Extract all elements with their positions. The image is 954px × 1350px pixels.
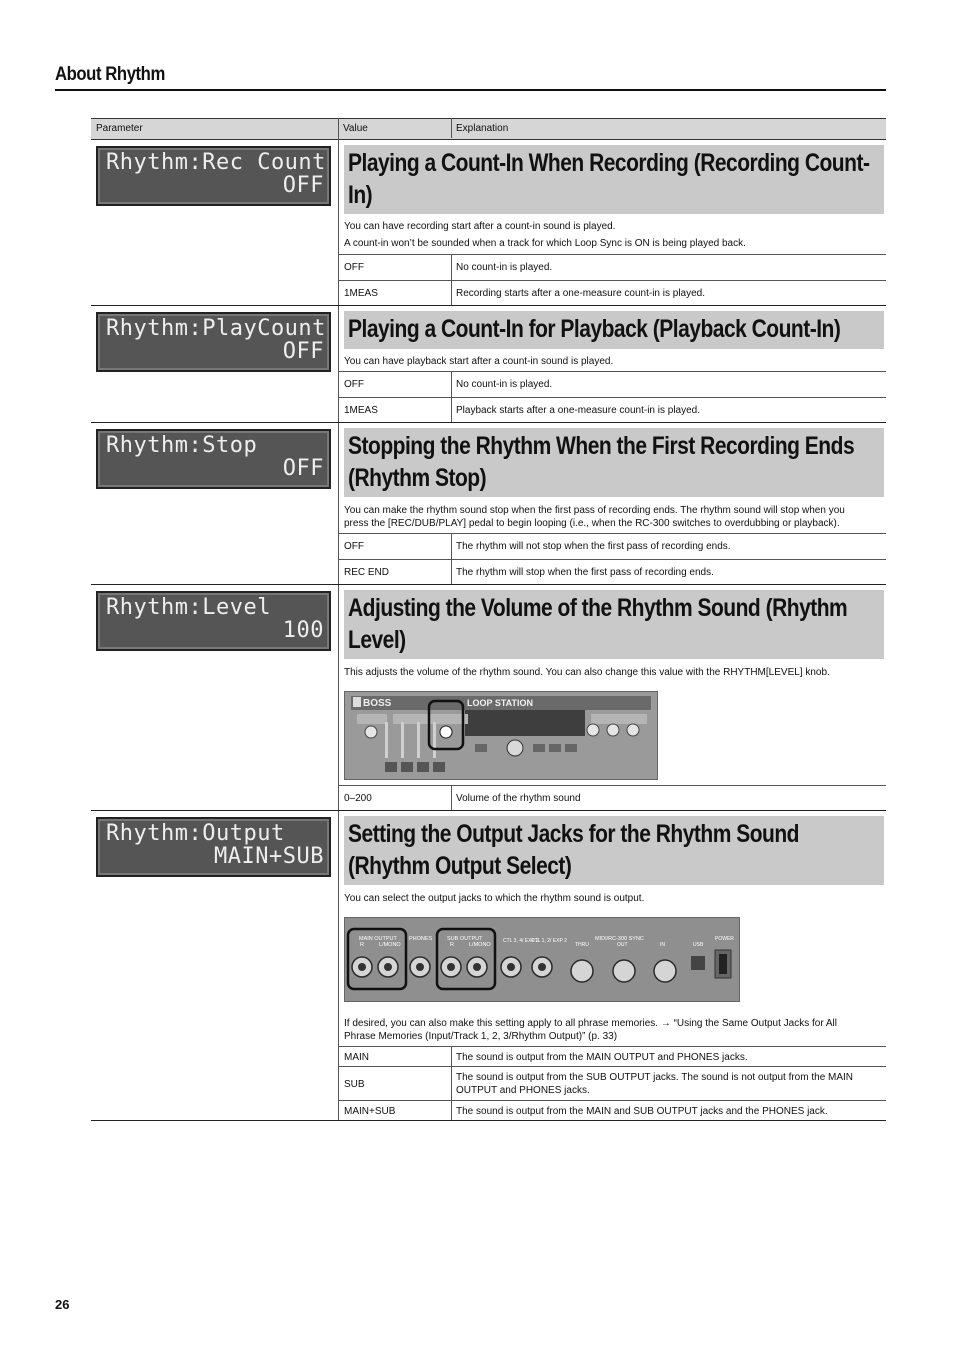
explanation-cell: The sound is output from the MAIN and SUB OUTPUT jacks and the PHONES jack. [456,1106,828,1117]
heading-line-2: (Rhythm Stop) [348,464,487,492]
value-cell: MAIN [344,1052,369,1063]
r-label: R [360,942,364,948]
row-rule [338,1046,886,1047]
in-label: IN [660,942,665,948]
explanation-cell: OUTPUT and PHONES jacks. [456,1085,590,1096]
lcd-display [96,312,331,372]
lcd-display [96,591,331,651]
lcd-display [96,817,331,877]
lcd-line-1: Rhythm:Level [106,595,271,620]
description: You can make the rhythm sound stop when the first pass of recording ends. The rhythm sound will stop when you [344,505,845,516]
row-heading [344,816,884,885]
value-cell: MAIN+SUB [344,1106,396,1117]
row-rule [338,371,886,372]
lcd-line-1: Rhythm:Rec Count [106,150,326,175]
heading-line-2: Level) [348,626,406,654]
usb-label: USB [693,942,704,948]
description: If desired, you can also make this setting apply to all phrase memories. → “Using the Same Output Jacks for All [344,1018,838,1029]
lcd-display [96,146,331,206]
description: You can select the output jacks to which the rhythm sound is output. [344,893,645,904]
l-mono-label: L/MONO [379,942,401,948]
explanation-cell: The rhythm will stop when the first pass of recording ends. [456,567,714,578]
main-output-label: MAIN OUTPUT [359,936,397,942]
lcd-line-2: OFF [282,456,324,481]
row-rule [338,785,886,786]
row-heading [344,428,884,497]
section-rule [91,584,886,585]
header-value: Value [343,123,368,134]
description: You can have playback start after a count-in sound is played. [344,356,614,367]
value-cell: REC END [344,567,390,578]
lcd-display [96,429,331,489]
description: A count-in won’t be sounded when a track for which Loop Sync is ON is being played back. [344,238,746,249]
heading-line-1: Playing a Count-In When Recording (Recording Count- [348,149,870,177]
heading-line-1: Adjusting the Volume of the Rhythm Sound (Rhythm [348,594,848,622]
value-cell: OFF [344,379,364,390]
explanation-cell: Volume of the rhythm sound [456,793,581,804]
value-cell: 1MEAS [344,405,378,416]
value-cell: 0–200 [344,793,372,804]
value-cell: OFF [344,541,364,552]
column-divider [451,785,452,811]
row-rule [338,559,886,560]
lcd-line-1: Rhythm:Output [106,821,285,846]
table-header [91,118,886,140]
heading-line-2: (Rhythm Output Select) [348,852,572,880]
explanation-cell: The sound is output from the SUB OUTPUT jacks. The sound is not output from the MAIN [456,1072,854,1083]
section-rule [91,1120,886,1121]
lcd-line-1: Rhythm:Stop [106,433,258,458]
row-rule [338,254,886,255]
title-rule [55,89,886,91]
explanation-cell: Playback starts after a one-measure count-in is played. [456,405,701,416]
explanation-cell: The rhythm will not stop when the first pass of recording ends. [456,541,731,552]
row-heading [344,590,884,659]
exp-label: CTL 3, 4/ EXP 2 [503,938,539,944]
row-heading [344,311,884,349]
section-title: About Rhythm [55,64,165,85]
lcd-line-2: OFF [282,173,324,198]
page-number: 26 [55,1297,70,1312]
heading-line-1: Playing a Count-In for Playback (Playback Count-In) [348,315,841,343]
explanation-cell: No count-in is played. [456,379,553,390]
row-heading [344,145,884,214]
row-rule [338,533,886,534]
section-rule [91,422,886,423]
sub-output-label: SUB OUTPUT [447,936,483,942]
device-rear-panel-photo [344,917,740,1002]
ctl-label: CTL 1, 2/ EXP 2 [531,938,567,944]
column-divider [338,118,339,1121]
description: You can have recording start after a count-in sound is played. [344,221,616,232]
row-rule [338,1066,886,1067]
lcd-line-2: 100 [282,618,324,643]
heading-line-1: Stopping the Rhythm When the First Recording Ends [348,432,855,460]
value-cell: SUB [344,1079,365,1090]
explanation-cell: The sound is output from the MAIN OUTPUT and PHONES jacks. [456,1052,748,1063]
l-mono-label: L/MONO [469,942,491,948]
heading-line-1: Setting the Output Jacks for the Rhythm Sound [348,820,800,848]
explanation-cell: Recording starts after a one-measure count-in is played. [456,288,706,299]
lcd-line-2: OFF [282,339,324,364]
out-label: OUT [617,942,628,948]
section-rule [91,810,886,811]
r-label: R [450,942,454,948]
description: press the [REC/DUB/PLAY] pedal to begin looping (i.e., when the RC-300 switches to overdubbing or playback). [344,518,840,529]
phones-label: PHONES [409,936,433,942]
rear-jacks-graphic [345,918,739,1001]
thru-label: THRU [575,942,589,948]
lcd-line-1: Rhythm:PlayCount [106,316,326,341]
header-explanation: Explanation [456,123,509,134]
row-rule [338,280,886,281]
lcd-line-2: MAIN+SUB [214,844,324,869]
description: This adjusts the volume of the rhythm sound. You can also change this value with the RHYTHM[LEVEL] knob. [344,667,830,678]
midi-label: MIDI/RC-300 SYNC [595,936,644,942]
value-cell: OFF [344,262,364,273]
value-cell: 1MEAS [344,288,378,299]
loop-station-panel-graphic [345,692,657,779]
description: Phrase Memories (Input/Track 1, 2, 3/Rhythm Output)” (p. 33) [344,1031,618,1042]
heading-line-2: In) [348,181,373,209]
power-label: POWER [715,936,734,942]
brand-logo-text: BOSS [363,698,392,709]
header-parameter: Parameter [96,123,143,134]
column-divider [451,1046,452,1121]
column-divider [451,118,452,138]
device-top-panel-photo [344,691,658,780]
row-rule [338,397,886,398]
section-rule [91,305,886,306]
row-rule [338,1100,886,1101]
model-text: LOOP STATION [467,698,534,708]
explanation-cell: No count-in is played. [456,262,553,273]
